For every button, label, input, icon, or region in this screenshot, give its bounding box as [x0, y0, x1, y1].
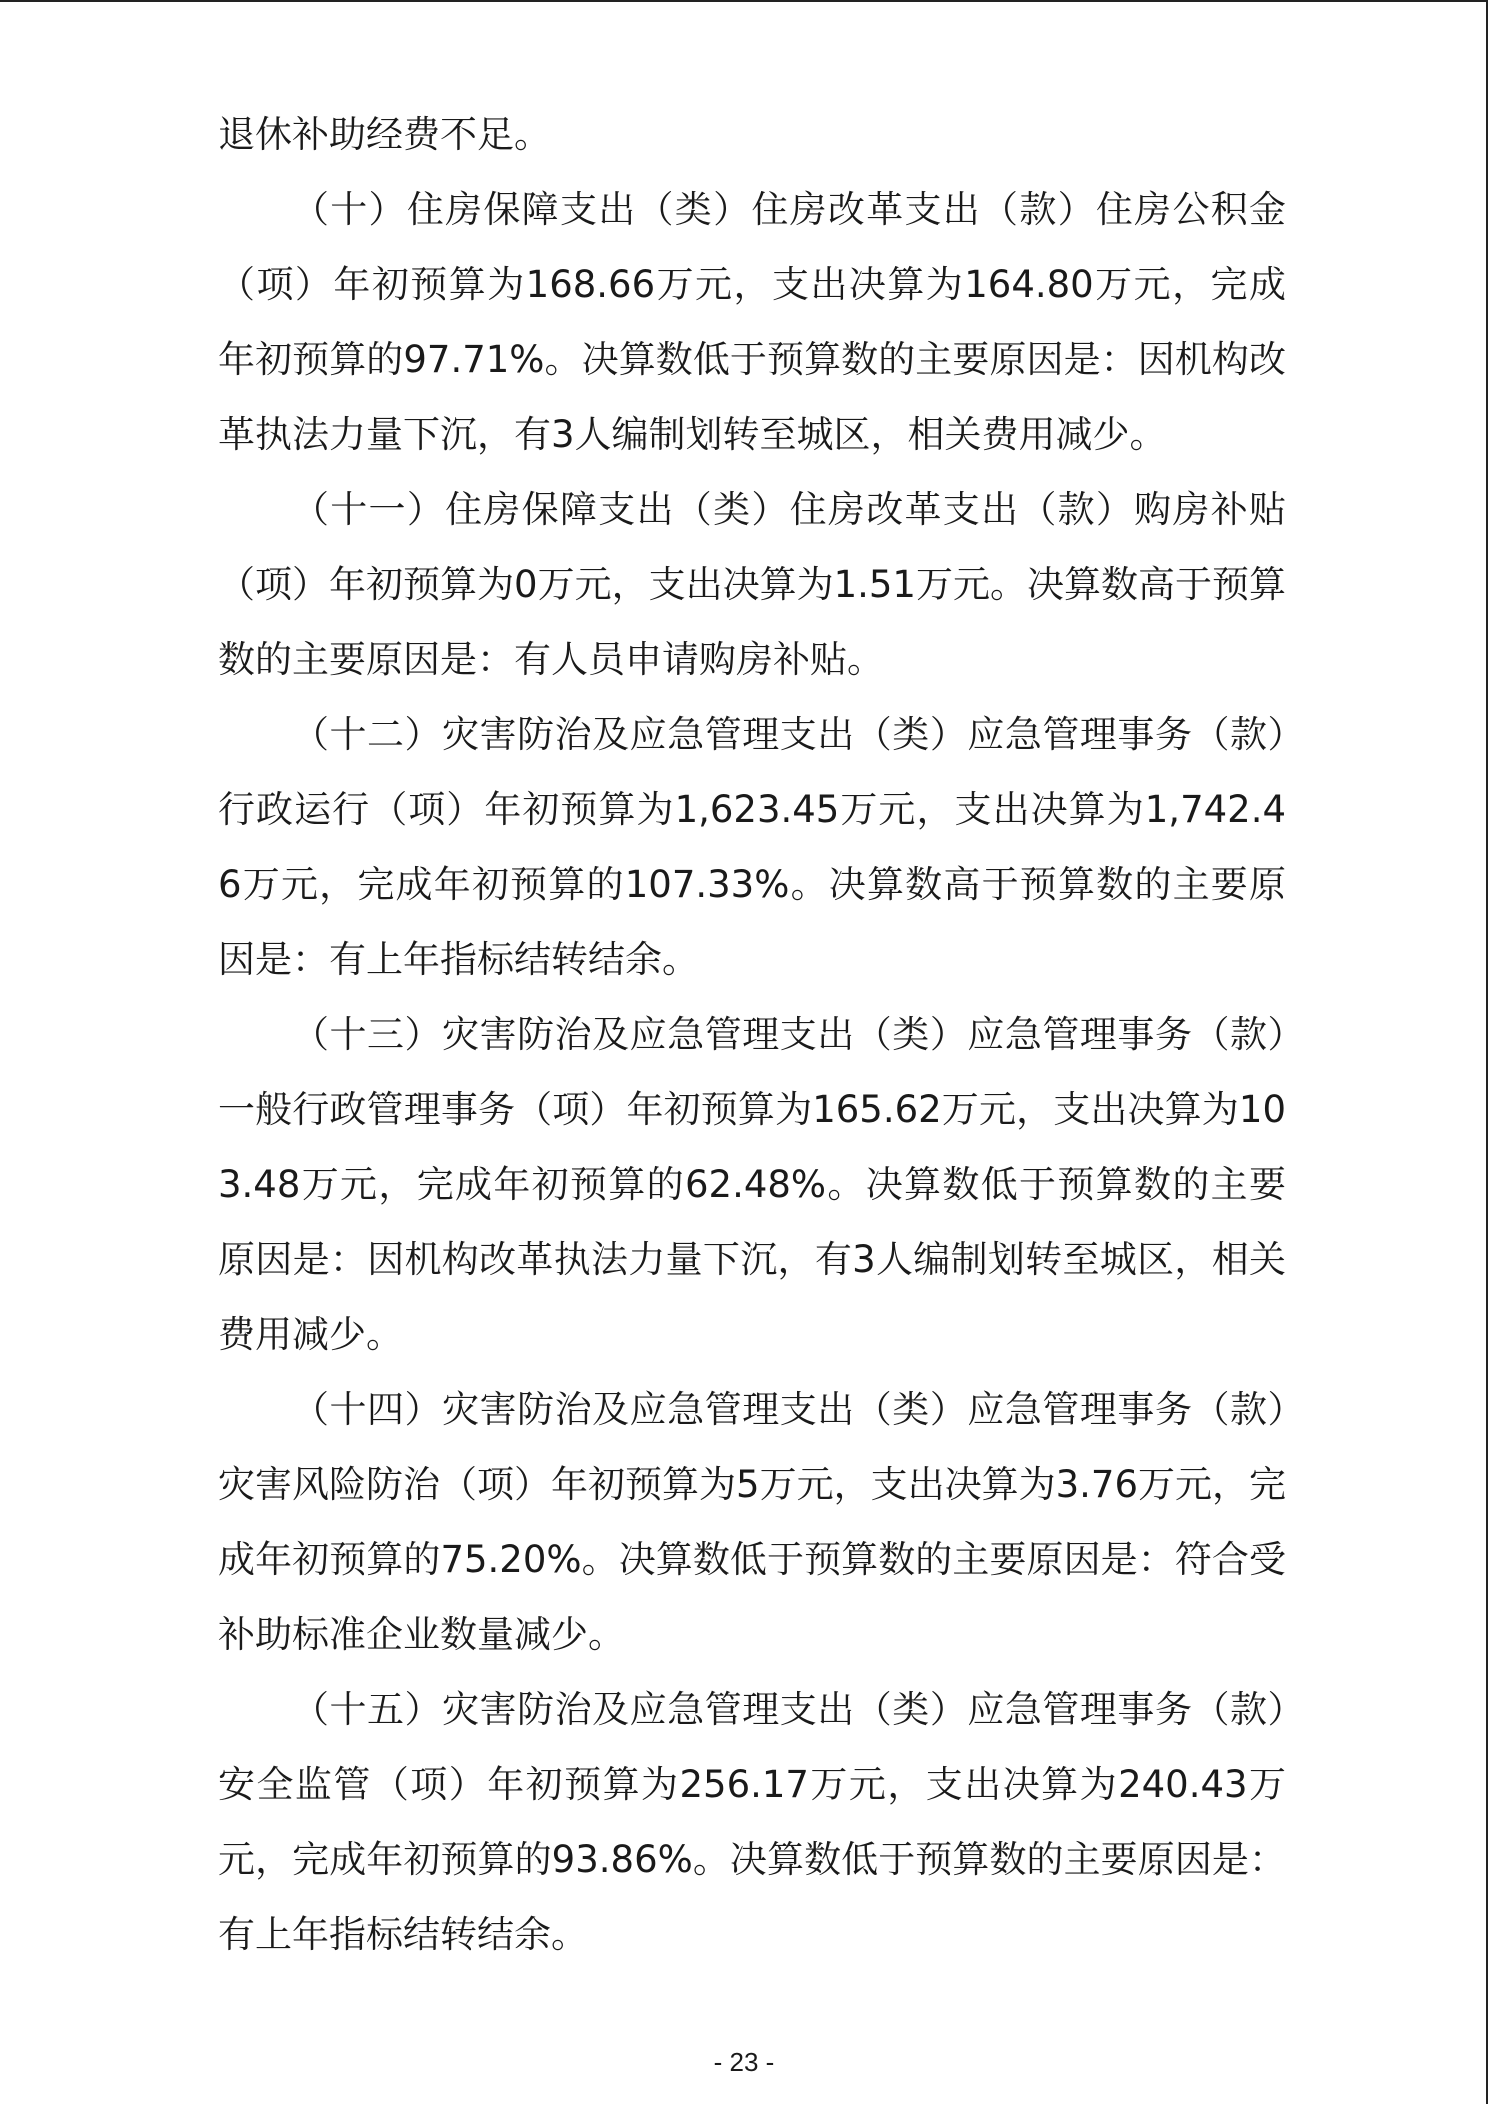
- paragraph: （十二）灾害防治及应急管理支出（类）应急管理事务（款）行政运行（项）年初预算为1,623.45万元，支出决算为1,742.46万元，完成年初预算的107.33%。决算数高于预算数的主要原因是：有上年指标结转结余。: [218, 713, 1286, 981]
- paragraph: 退休补助经费不足。: [218, 113, 551, 156]
- paragraph: （十三）灾害防治及应急管理支出（类）应急管理事务（款）一般行政管理事务（项）年初预算为165.62万元，支出决算为103.48万元，完成年初预算的62.48%。决算数低于预算数的主要原因是：因机构改革执法力量下沉，有3人编制划转至城区，相关费用减少。: [218, 1013, 1286, 1356]
- paragraph: （十五）灾害防治及应急管理支出（类）应急管理事务（款）安全监管（项）年初预算为256.17万元，支出决算为240.43万元，完成年初预算的93.86%。决算数低于预算数的主要原因是：有上年指标结转结余。: [218, 1688, 1286, 1956]
- paragraph: （十一）住房保障支出（类）住房改革支出（款）购房补贴（项）年初预算为0万元，支出决算为1.51万元。决算数高于预算数的主要原因是：有人员申请购房补贴。: [218, 488, 1286, 681]
- page-number: - 23 -: [713, 2047, 775, 2077]
- document-body: [218, 97, 1286, 1972]
- paragraph: （十）住房保障支出（类）住房改革支出（款）住房公积金（项）年初预算为168.66万元，支出决算为164.80万元，完成年初预算的97.71%。决算数低于预算数的主要原因是：因机构改革执法力量下沉，有3人编制划转至城区，相关费用减少。: [218, 188, 1286, 456]
- page-top-border: [0, 0, 1488, 2]
- paragraph: （十四）灾害防治及应急管理支出（类）应急管理事务（款）灾害风险防治（项）年初预算为5万元，支出决算为3.76万元，完成年初预算的75.20%。决算数低于预算数的主要原因是：符合受补助标准企业数量减少。: [218, 1388, 1286, 1656]
